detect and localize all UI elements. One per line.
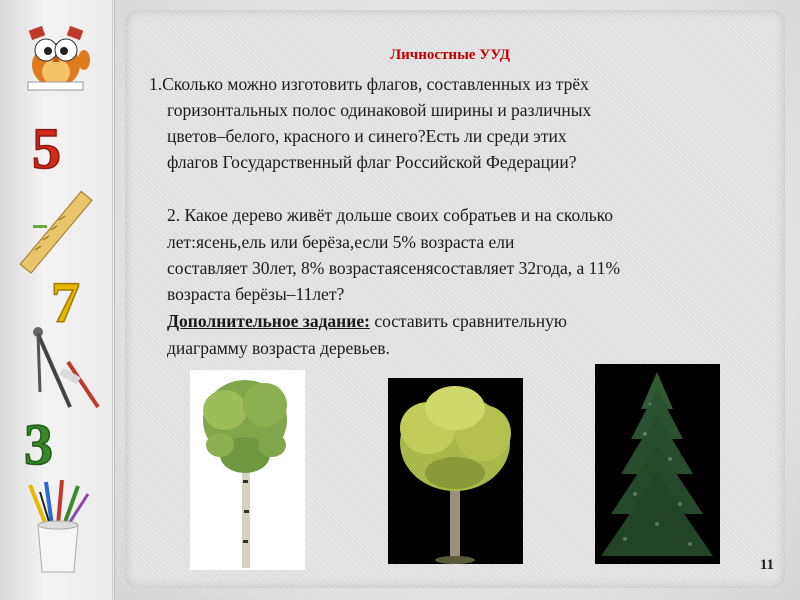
ruler-icon: [15, 190, 95, 275]
slide-content: [115, 0, 800, 600]
question-1-line-3: цветов–белого, красного и синего?Есть ли среди этих: [167, 126, 567, 146]
question-1-line-4: флагов Государственный флаг Российской Федерации?: [167, 152, 577, 172]
pencil-cup-icon: [18, 480, 98, 575]
svg-text:5: 5: [32, 118, 61, 178]
number-7-icon: [45, 270, 100, 330]
compass-icon: [20, 322, 100, 412]
page-number: 11: [759, 557, 774, 573]
svg-text:7: 7: [51, 270, 80, 330]
spruce-tree-image: [595, 364, 720, 564]
ash-tree-image: [388, 378, 523, 564]
question-1-line-2: горизонтальных полос одинаковой ширины и различных: [167, 100, 592, 120]
question-2-line-3: составляет 30лет, 8% возрастаясенясоставляет 32года, а 11%: [167, 258, 621, 278]
birch-tree-image: [190, 370, 305, 570]
question-2-line-4: возраста берёзы–11лет?: [167, 284, 345, 304]
number-5-icon: [24, 118, 84, 178]
owl-icon: [18, 20, 98, 95]
extra-task-text: составить сравнительную: [369, 311, 567, 331]
question-1-line-1: 1.Сколько можно изготовить флагов, составленных из трёх: [149, 74, 589, 94]
slide-title: Личностные УУД: [389, 47, 511, 63]
number-3-icon: [18, 412, 78, 472]
svg-text:3: 3: [24, 412, 53, 472]
question-2-line-1: 2. Какое дерево живёт дольше своих собратьев и на сколько: [167, 205, 614, 225]
extra-task-line-2: диаграмму возраста деревьев.: [167, 338, 390, 358]
decor-sidebar: [0, 0, 112, 600]
extra-task-line-1: [167, 309, 567, 333]
question-2-line-2: лет:ясень,ель или берёза,если 5% возраста ели: [167, 232, 515, 252]
extra-task-label: Дополнительное задание:: [167, 311, 370, 331]
